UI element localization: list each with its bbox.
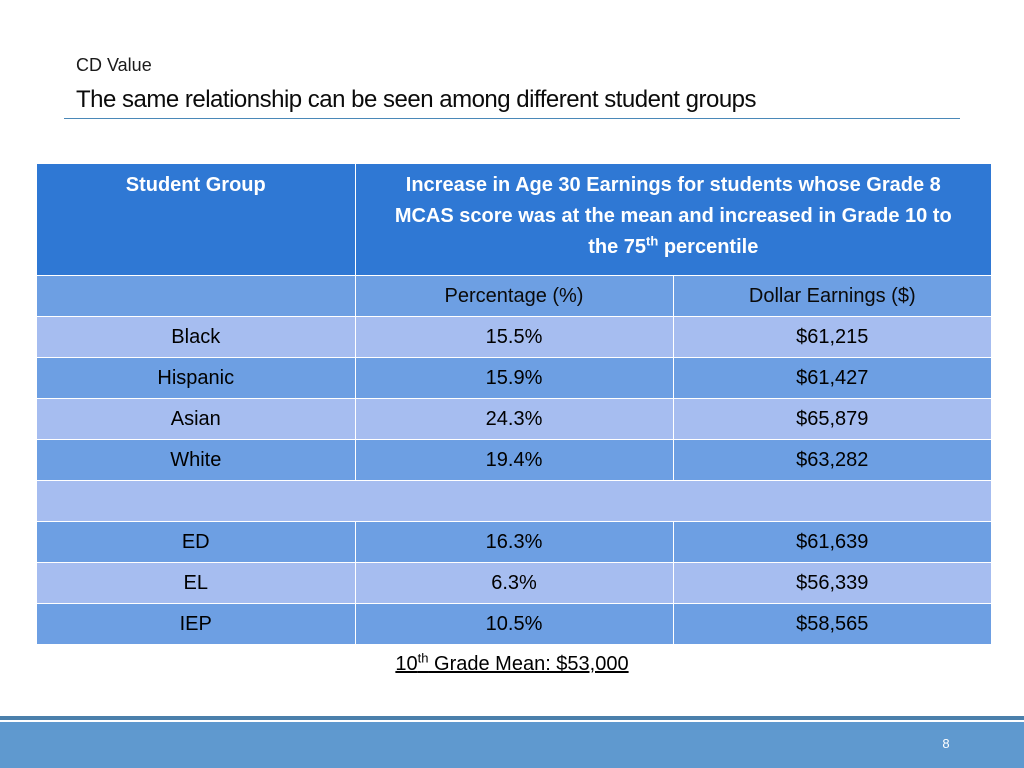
row-dollars: $56,339	[673, 563, 991, 604]
row-percentage: 19.4%	[355, 440, 673, 481]
row-group: Black	[37, 317, 355, 358]
footnote-pre: 10	[395, 653, 418, 675]
row-dollars: $58,565	[673, 604, 991, 645]
footer-divider	[0, 716, 1024, 720]
row-group: IEP	[37, 604, 355, 645]
header-desc-line-3-post: percentile	[658, 236, 759, 258]
table-subheader-row	[37, 276, 991, 317]
subheader-empty-cell	[37, 276, 355, 317]
table-row	[37, 358, 991, 399]
table-row	[37, 522, 991, 563]
row-group: Asian	[37, 399, 355, 440]
table-spacer-row	[37, 481, 991, 522]
header-earnings-description	[355, 164, 991, 276]
row-dollars: $61,427	[673, 358, 991, 399]
earnings-table	[37, 164, 991, 644]
footnote-text	[395, 650, 629, 675]
column-header-percentage: Percentage (%)	[355, 276, 673, 317]
table-row	[37, 440, 991, 481]
row-group: ED	[37, 522, 355, 563]
row-group: EL	[37, 563, 355, 604]
row-percentage: 24.3%	[355, 399, 673, 440]
table-header-row	[37, 164, 991, 276]
slide-kicker: CD Value	[76, 55, 152, 75]
footnote	[0, 650, 1024, 678]
row-dollars: $65,879	[673, 399, 991, 440]
row-group: White	[37, 440, 355, 481]
footnote-superscript: th	[417, 650, 429, 666]
page-number: 8	[942, 736, 950, 751]
row-group: Hispanic	[37, 358, 355, 399]
table-row	[37, 604, 991, 645]
title-divider	[64, 118, 960, 119]
footnote-post: Grade Mean: $53,000	[428, 653, 629, 675]
row-dollars: $63,282	[673, 440, 991, 481]
table-row	[37, 317, 991, 358]
row-percentage: 15.9%	[355, 358, 673, 399]
header-student-group: Student Group	[37, 164, 355, 276]
spacer-cell	[37, 481, 991, 522]
row-percentage: 16.3%	[355, 522, 673, 563]
slide-title: The same relationship can be seen among different student groups	[76, 86, 757, 113]
column-header-dollars: Dollar Earnings ($)	[673, 276, 991, 317]
header-desc-line-1: Increase in Age 30 Earnings for students whose Grade 8	[405, 174, 941, 196]
row-percentage: 15.5%	[355, 317, 673, 358]
header-desc-superscript: th	[646, 233, 659, 249]
row-dollars: $61,639	[673, 522, 991, 563]
header-desc-line-2: MCAS score was at the mean and increased in Grade 10 to	[394, 205, 952, 227]
table-row	[37, 399, 991, 440]
row-percentage: 6.3%	[355, 563, 673, 604]
row-percentage: 10.5%	[355, 604, 673, 645]
row-dollars: $61,215	[673, 317, 991, 358]
table-row	[37, 563, 991, 604]
header-desc-line-3-pre: the 75	[588, 236, 646, 258]
footer-bar	[0, 722, 1024, 768]
